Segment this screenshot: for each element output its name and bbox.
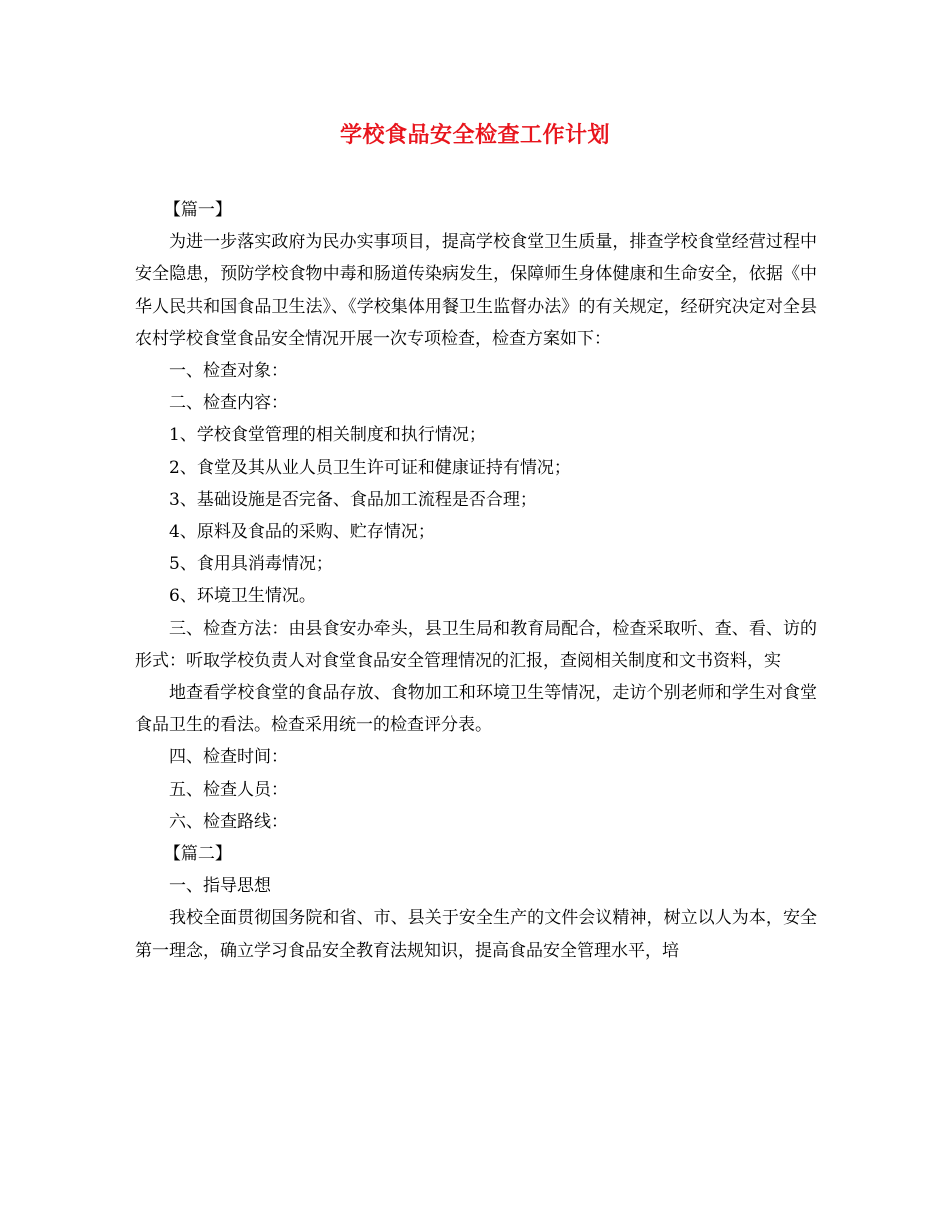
list-item: 六、检查路线：	[169, 811, 288, 832]
list-item: 一、检查对象：	[169, 361, 288, 382]
list-item: 5、食用具消毒情况；	[169, 554, 333, 575]
list-item: 4、原料及食品的采购、贮存情况；	[169, 522, 435, 543]
paragraph: 地查看学校食堂的食品存放、食物加工和环境卫生等情况，走访个别老师和学生对食堂食品卫生的看法。检查采用统一的检查评分表。	[135, 683, 817, 736]
list-item: 3、基础设施是否完备、食品加工流程是否合理；	[169, 489, 537, 510]
list-item: 2、食堂及其从业人员卫生许可证和健康证持有情况；	[169, 457, 571, 478]
list-item: 一、指导思想	[169, 876, 271, 897]
paragraph: 三、检查方法：由县食安办牵头，县卫生局和教育局配合，检查采取听、查、看、访的形式：听取学校负责人对食堂食品安全管理情况的汇报，查阅相关制度和文书资料，实	[135, 618, 817, 671]
list-item: 五、检查人员：	[169, 779, 288, 800]
section-heading-part-2: 【篇二】	[163, 844, 232, 865]
list-item: 6、环境卫生情况。	[169, 586, 316, 607]
list-item: 二、检查内容：	[169, 393, 288, 414]
document-body	[135, 194, 817, 967]
paragraph: 为进一步落实政府为民办实事项目，提高学校食堂卫生质量，排查学校食堂经营过程中安全隐患，预防学校食物中毒和肠道传染病发生，保障师生身体健康和生命安全，依据《中华人民共和国食品卫生法》、《学校集体用餐卫生监督办法》的有关规定，经研究决定对全县农村学校食堂食品安全情况开展一次专项检查，检查方案如下：	[135, 232, 817, 349]
paragraph: 我校全面贯彻国务院和省、市、县关于安全生产的文件会议精神，树立以人为本，安全第一理念，确立学习食品安全教育法规知识，提高食品安全管理水平，培	[135, 908, 817, 961]
document-title: 学校食品安全检查工作计划	[339, 122, 610, 148]
list-item: 四、检查时间：	[169, 747, 288, 768]
list-item: 1、学校食堂管理的相关制度和执行情况；	[169, 425, 486, 446]
section-heading-part-1: 【篇一】	[163, 200, 232, 220]
